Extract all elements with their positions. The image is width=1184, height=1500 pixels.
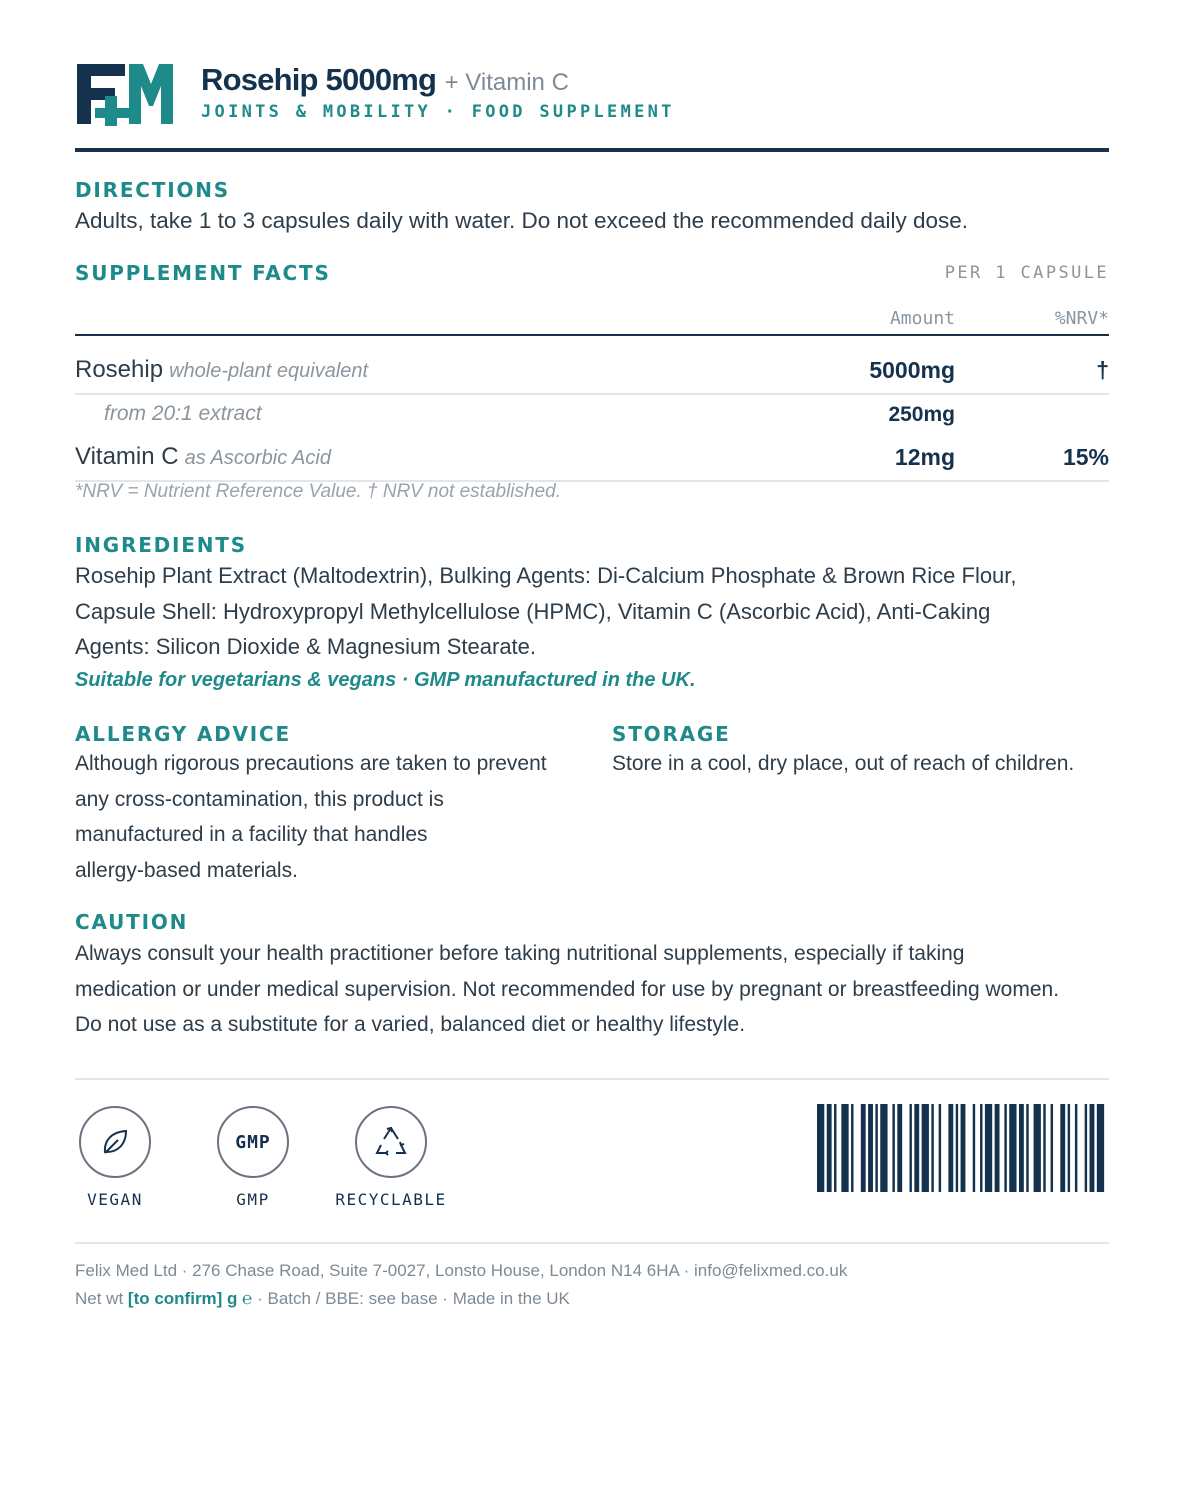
nutrient-note: as Ascorbic Acid xyxy=(184,447,331,469)
allergy-text xyxy=(75,746,547,888)
barcode-bar xyxy=(914,1104,919,1192)
nutrient-amount: 250mg xyxy=(888,403,955,426)
barcode-bar xyxy=(909,1104,911,1192)
barcode-bar xyxy=(1075,1104,1077,1192)
nrv-footnote: *NRV = Nutrient Reference Value. † NRV not established. xyxy=(75,481,562,502)
barcode-bar xyxy=(841,1104,848,1192)
caution-heading: CAUTION xyxy=(75,910,189,934)
allergy-line: any cross-contamination, this product is xyxy=(75,787,444,811)
suitability-note: Suitable for vegetarians & vegans · GMP manufactured in the UK. xyxy=(75,669,696,691)
serving-size: PER 1 CAPSULE xyxy=(944,263,1109,283)
allergy-line: manufactured in a facility that handles xyxy=(75,823,428,846)
barcode-bar xyxy=(1060,1104,1065,1192)
facts-header-rule xyxy=(75,334,1109,336)
barcode-bar xyxy=(980,1104,982,1192)
barcode-bar xyxy=(880,1104,887,1192)
barcode-bar xyxy=(973,1104,975,1192)
barcode-bar xyxy=(1009,1104,1016,1192)
vegan-badge-circle xyxy=(79,1106,151,1178)
barcode-bar xyxy=(1085,1104,1087,1192)
recyclable-badge xyxy=(331,1106,451,1209)
barcode-bar xyxy=(875,1104,877,1192)
net-weight-value: [to confirm] g ℮ xyxy=(127,1289,253,1308)
barcode-bar xyxy=(892,1104,894,1192)
barcode-bar xyxy=(827,1104,832,1192)
barcode-bar xyxy=(1090,1104,1095,1192)
barcode-bar xyxy=(1043,1104,1045,1192)
nutrient-nrv: † xyxy=(1096,357,1109,383)
barcode-bar xyxy=(948,1104,953,1192)
barcode-bar xyxy=(1097,1104,1104,1192)
directions-heading: DIRECTIONS xyxy=(75,178,231,202)
barcode-bar xyxy=(961,1104,966,1192)
storage-heading: STORAGE xyxy=(612,722,731,746)
barcode-bar xyxy=(1026,1104,1028,1192)
footer-divider xyxy=(75,1242,1109,1244)
felixmed-logo xyxy=(75,60,175,126)
section-divider xyxy=(75,1078,1109,1080)
product-name: Rosehip 5000mg xyxy=(201,62,437,97)
barcode-bar xyxy=(995,1104,1000,1192)
net-weight-line xyxy=(75,1289,570,1309)
recyclable-badge-circle xyxy=(355,1106,427,1178)
product-category: JOINTS & MOBILITY · FOOD SUPPLEMENT xyxy=(201,102,675,122)
barcode-bar xyxy=(897,1104,902,1192)
facts-row-extract: from 20:1 extract xyxy=(104,402,262,425)
allergy-line: Although rigorous precautions are taken to prevent xyxy=(75,752,547,775)
ingredients-line: Rosehip Plant Extract (Maltodextrin), Bulking Agents: Di-Calcium Phosphate & Brown Rice Flour, xyxy=(75,563,1017,588)
nutrient-note: whole-plant equivalent xyxy=(169,360,369,382)
storage-text: Store in a cool, dry place, out of reach of children. xyxy=(612,752,1075,775)
nutrient-name: Rosehip xyxy=(75,356,164,383)
directions-text: Adults, take 1 to 3 capsules daily with water. Do not exceed the recommended daily dose. xyxy=(75,208,969,233)
leaf-icon xyxy=(98,1125,132,1159)
facts-row-vitamin-c xyxy=(75,443,331,471)
barcode-bar xyxy=(834,1104,836,1192)
nutrient-nrv: 15% xyxy=(1062,444,1109,470)
caution-line: Always consult your health practitioner before taking nutritional supplements, especially if taking xyxy=(75,942,965,965)
nutrient-amount: 5000mg xyxy=(869,357,955,383)
barcode-bar xyxy=(1068,1104,1070,1192)
barcode-bar xyxy=(1004,1104,1006,1192)
caution-line: Do not use as a substitute for a varied, balanced diet or healthy lifestyle. xyxy=(75,1013,746,1036)
facts-row-rosehip xyxy=(75,356,368,384)
barcode xyxy=(817,1104,1109,1192)
header-divider xyxy=(75,148,1109,152)
gmp-badge xyxy=(193,1106,313,1209)
caution-line: medication or under medical supervision. Not recommended for use by pregnant or breastfeeding women. xyxy=(75,977,1060,1001)
barcode-bar xyxy=(931,1104,933,1192)
barcode-bar xyxy=(939,1104,941,1192)
label-header xyxy=(75,60,1109,152)
barcode-bar xyxy=(861,1104,866,1192)
allergy-line: allergy-based materials. xyxy=(75,858,298,882)
caution-text xyxy=(75,936,1059,1043)
barcode-bar xyxy=(985,1104,992,1192)
ingredients-text xyxy=(75,558,1017,665)
batch-info: · Batch / BBE: see base · Made in the UK xyxy=(252,1289,570,1308)
badge-label: GMP xyxy=(236,1190,270,1209)
gmp-badge-circle xyxy=(217,1106,289,1178)
barcode-bar xyxy=(851,1104,853,1192)
ingredients-heading: INGREDIENTS xyxy=(75,533,247,557)
gmp-icon-text: GMP xyxy=(235,1131,271,1153)
nutrient-name: Vitamin C xyxy=(75,443,179,470)
barcode-bar xyxy=(956,1104,958,1192)
nutrient-amount: 12mg xyxy=(894,444,955,470)
company-address: Felix Med Ltd · 276 Chase Road, Suite 7-0027, Lonsto House, London N14 6HA · info@felixmed.co.uk xyxy=(75,1261,848,1280)
ingredients-line: Agents: Silicon Dioxide & Magnesium Stearate. xyxy=(75,634,537,659)
row-divider xyxy=(75,393,1109,395)
recycle-icon xyxy=(372,1123,410,1161)
vegan-badge xyxy=(55,1106,175,1209)
supplement-facts-heading: SUPPLEMENT FACTS xyxy=(75,261,331,285)
barcode-bar xyxy=(817,1104,824,1192)
badge-label: RECYCLABLE xyxy=(335,1190,447,1209)
nrv-column-header: %NRV* xyxy=(1054,308,1109,329)
barcode-bar xyxy=(922,1104,929,1192)
barcode-bar xyxy=(1019,1104,1024,1192)
badge-label: VEGAN xyxy=(87,1190,143,1209)
barcode-bar xyxy=(868,1104,873,1192)
allergy-heading: ALLERGY ADVICE xyxy=(75,722,291,746)
ingredients-line: Capsule Shell: Hydroxypropyl Methylcellulose (HPMC), Vitamin C (Ascorbic Acid), Anti-Caking xyxy=(75,598,991,624)
product-subtitle: + Vitamin C xyxy=(444,69,569,96)
title-block xyxy=(201,62,675,122)
barcode-bar xyxy=(1051,1104,1053,1192)
net-weight-prefix: Net wt xyxy=(75,1289,128,1308)
barcode-bar xyxy=(1034,1104,1041,1192)
amount-column-header: Amount xyxy=(889,308,955,329)
